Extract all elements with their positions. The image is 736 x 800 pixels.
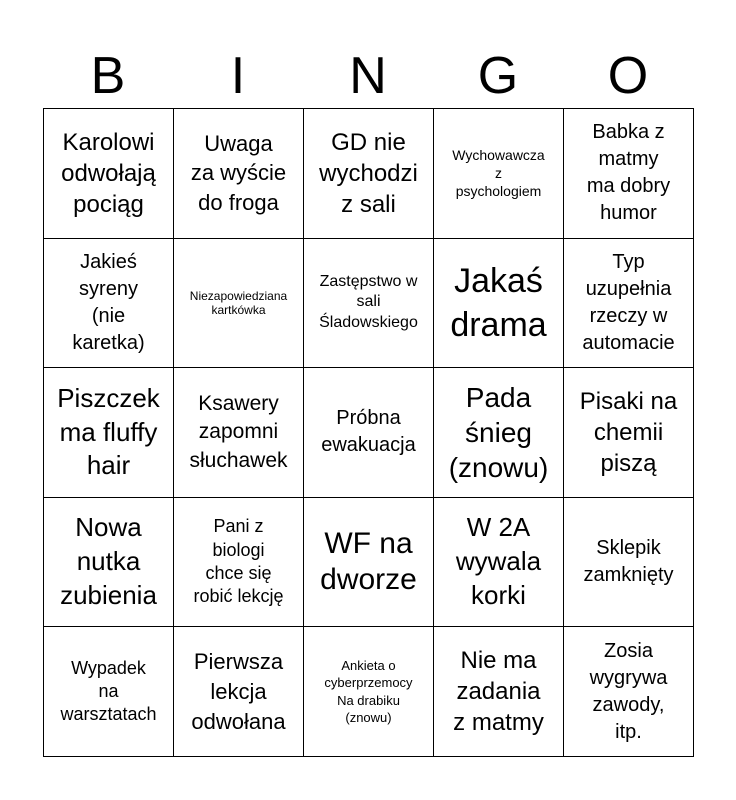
- header-letter-g: G: [477, 47, 519, 105]
- header-letter-o: O: [607, 47, 649, 105]
- header-letter-i: I: [230, 47, 246, 105]
- cell-text: Wypadek na warsztatach: [60, 657, 157, 725]
- bingo-cell[interactable]: [434, 238, 564, 368]
- cell-text: Ankieta o cyberprzemocy Na drabiku (znowu): [324, 657, 413, 726]
- header-letter-b: B: [90, 47, 126, 105]
- cell-text: Nie ma zadania z matmy: [453, 646, 544, 737]
- cell-text: Jakieś syreny (nie karetka): [72, 250, 145, 354]
- bingo-cell[interactable]: [44, 109, 174, 239]
- cell-text: Jakaś drama: [450, 261, 547, 344]
- cell-text: Ksawery zapomni słuchawek: [189, 391, 288, 472]
- bingo-cell[interactable]: [304, 627, 434, 757]
- bingo-cell[interactable]: [44, 627, 174, 757]
- bingo-cell[interactable]: [304, 497, 434, 627]
- grid-row: [44, 627, 694, 757]
- bingo-cell[interactable]: [434, 497, 564, 627]
- cell-text: Zosia wygrywa zawody, itp.: [589, 639, 668, 743]
- bingo-cell[interactable]: [564, 497, 694, 627]
- cell-text: Zastępstwo w sali Śladowskiego: [319, 272, 418, 332]
- cell-text: Niezapowiedziana kartkówka: [189, 288, 288, 317]
- bingo-cell[interactable]: [304, 109, 434, 239]
- bingo-cell[interactable]: [44, 238, 174, 368]
- bingo-cell[interactable]: [564, 368, 694, 498]
- grid-row: [44, 238, 694, 368]
- bingo-grid: [43, 108, 694, 757]
- bingo-cell[interactable]: [564, 238, 694, 368]
- cell-text: Karolowi odwołają pociąg: [61, 128, 156, 218]
- cell-text: Sklepik zamknięty: [583, 537, 674, 587]
- grid-row: [44, 109, 694, 239]
- bingo-cell[interactable]: [174, 627, 304, 757]
- bingo-cell[interactable]: [564, 109, 694, 239]
- header-letter-n: N: [349, 47, 387, 105]
- cell-text: Pisaki na chemii piszą: [579, 387, 678, 478]
- bingo-cell[interactable]: [304, 238, 434, 368]
- bingo-cell[interactable]: [434, 368, 564, 498]
- bingo-cell[interactable]: [44, 368, 174, 498]
- bingo-cell[interactable]: [564, 627, 694, 757]
- bingo-cell[interactable]: [434, 109, 564, 239]
- cell-text: Piszczek ma fluffy hair: [57, 382, 160, 481]
- cell-text: Babka z matmy ma dobry humor: [586, 121, 671, 225]
- cell-text: GD nie wychodzi z sali: [319, 128, 418, 218]
- bingo-cell[interactable]: [44, 497, 174, 627]
- bingo-cell[interactable]: [174, 238, 304, 368]
- bingo-cell[interactable]: [174, 368, 304, 498]
- bingo-cell[interactable]: [304, 368, 434, 498]
- bingo-cell[interactable]: [174, 497, 304, 627]
- cell-text: W 2A wywala korki: [455, 512, 542, 610]
- cell-text: Uwaga za wyście do froga: [190, 130, 287, 216]
- cell-text: Próbna ewakuacja: [321, 407, 416, 457]
- cell-text: Pani z biologi chce się robić lekcję: [193, 516, 284, 607]
- cell-text: Pierwsza lekcja odwołana: [191, 649, 286, 734]
- cell-text: Wychowawcza z psychologiem: [452, 147, 545, 200]
- cell-text: Pada śnieg (znowu): [448, 381, 549, 483]
- bingo-header: [43, 42, 693, 108]
- cell-text: Nowa nutka zubienia: [60, 512, 157, 610]
- grid-row: [44, 497, 694, 627]
- cell-text: Typ uzupełnia rzeczy w automacie: [582, 250, 675, 354]
- cell-text: WF na dworze: [320, 527, 417, 597]
- bingo-cell[interactable]: [434, 627, 564, 757]
- bingo-cell[interactable]: [174, 109, 304, 239]
- grid-row: [44, 368, 694, 498]
